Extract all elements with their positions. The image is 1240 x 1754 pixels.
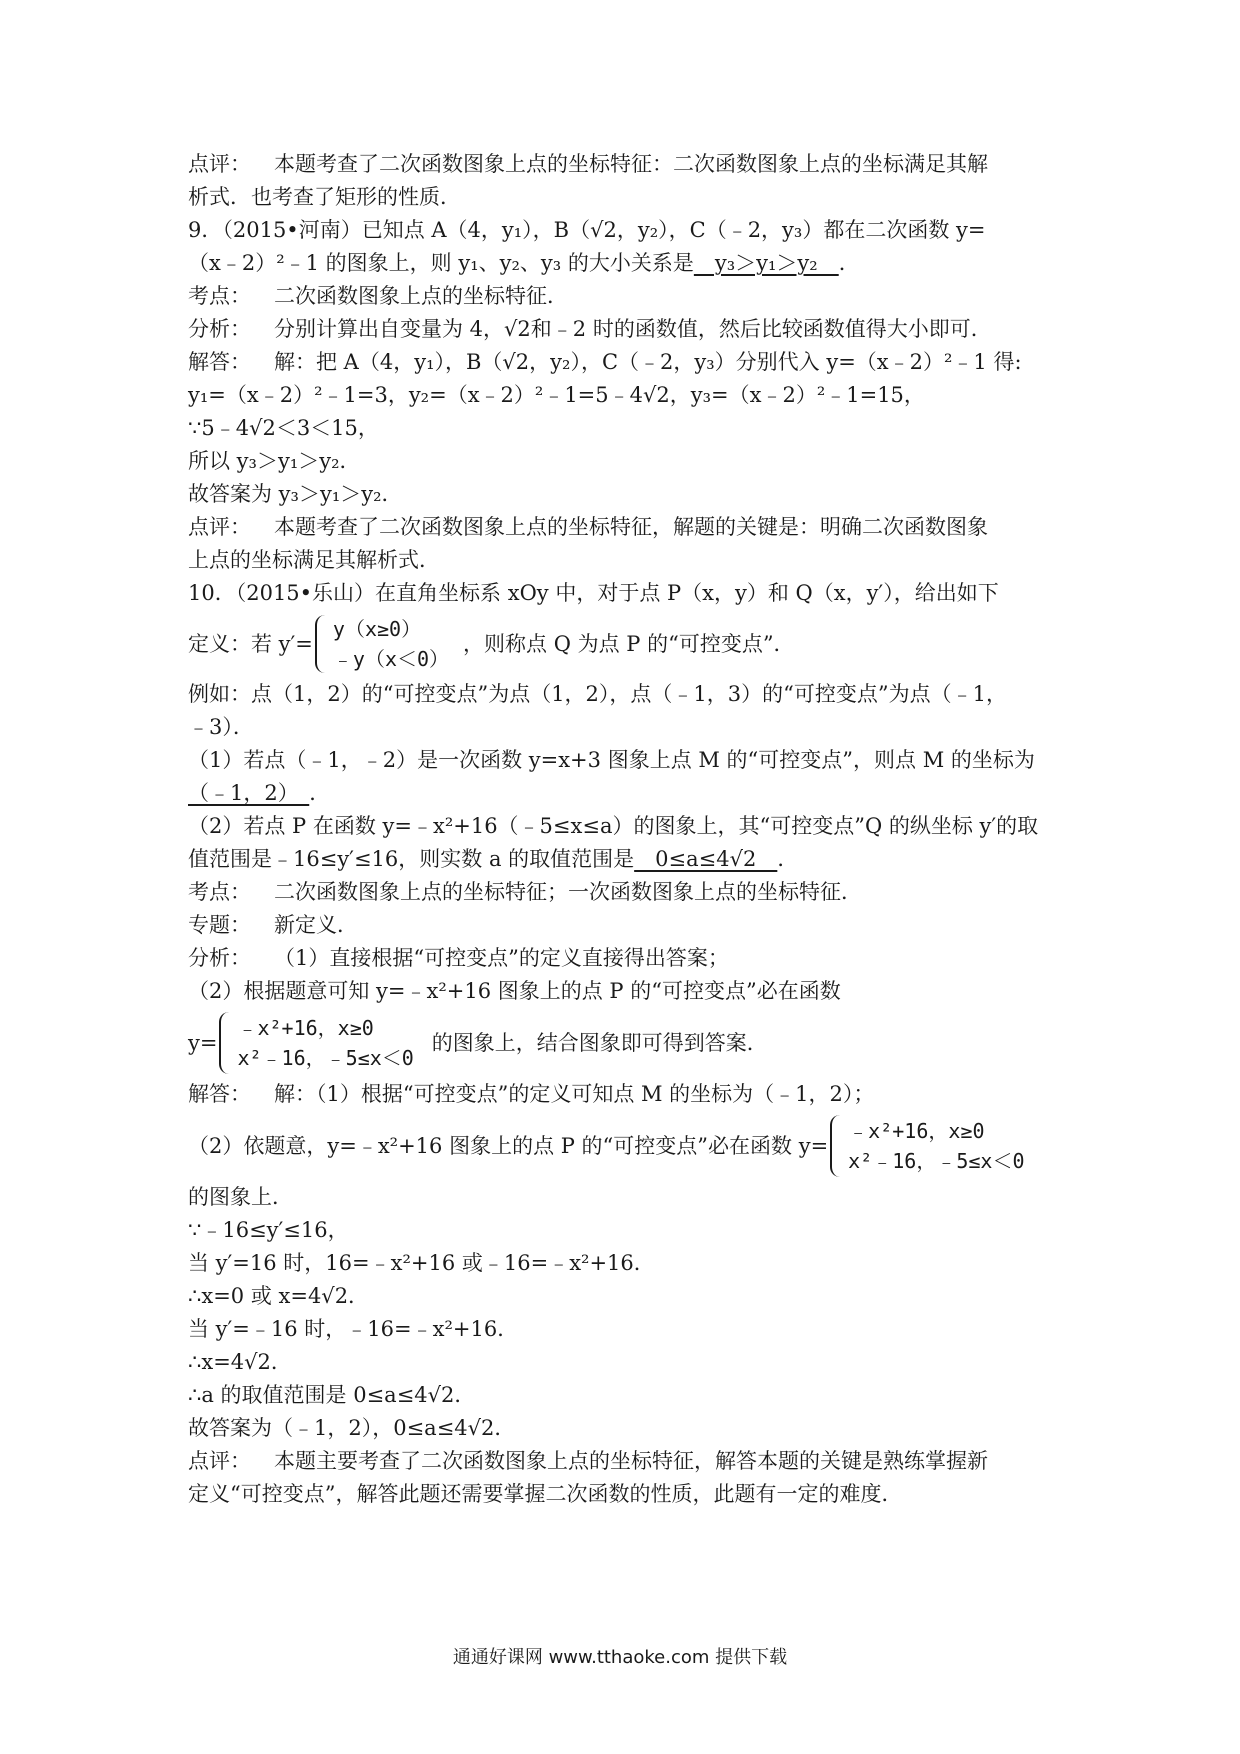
jieda-text: ∴x=4√2． [188, 1350, 292, 1374]
p10-comment-1 [188, 1445, 1068, 1478]
p10-jieda-4 [188, 1214, 1068, 1247]
p9-jieda-5 [188, 478, 1068, 511]
jieda-label: 解答： [188, 350, 251, 374]
jieda-text: y₁=（x﹣2）²﹣1=3，y₂=（x﹣2）²﹣1=5﹣4√2，y₃=（x﹣2）²﹣1=15， [188, 383, 925, 407]
comment-text: 本题考查了二次函数图象上点的坐标特征，解题的关键是：明确二次函数图象 [274, 515, 988, 539]
case-2: x²﹣16，﹣5≤x＜0 [848, 1149, 1025, 1173]
p10-jieda-7 [188, 1313, 1068, 1346]
p10-jieda-3 [188, 1181, 1068, 1214]
p10-jieda-6 [188, 1280, 1068, 1313]
subquestion-text: （2）若点 P 在函数 y=﹣x²+16（﹣5≤x≤a）的图象上，其“可控变点”Q 的纵坐标 y′的取 [188, 814, 1039, 838]
piecewise-cases [237, 1013, 413, 1073]
piecewise-brace [219, 1012, 231, 1074]
definition-text: 定义：若 y′= [188, 631, 313, 656]
p9-jieda-3 [188, 412, 1068, 445]
jieda-text: ∵﹣16≤y′≤16， [188, 1218, 349, 1242]
jieda-text: 所以 y₃＞y₁＞y₂． [188, 449, 361, 473]
jieda-text: ∵5﹣4√2＜3＜15， [188, 416, 379, 440]
fenxi-text: （2）根据题意可知 y=﹣x²+16 图象上的点 P 的“可控变点”必在函数 [188, 979, 841, 1003]
p10-kaodian [188, 876, 1068, 909]
fenxi-text: y= [188, 1030, 218, 1055]
p10-zhuanti [188, 909, 1068, 942]
p9-jieda-2 [188, 379, 1068, 412]
p10-sub1-2 [188, 777, 1068, 810]
piecewise-brace [315, 615, 327, 673]
p10-sub2-1 [188, 810, 1068, 843]
comment-text: 定义“可控变点”，解答此题还需要掌握二次函数的性质，此题有一定的难度． [188, 1482, 903, 1506]
definition-text: ，则称点 Q 为点 P 的“可控变点”． [463, 631, 795, 656]
p9-comment-2 [188, 544, 1068, 577]
jieda-text: （2）依题意，y=﹣x²+16 图象上的点 P 的“可控变点”必在函数 y= [188, 1133, 829, 1158]
p10-comment-2 [188, 1478, 1068, 1511]
jieda-text: 解：把 A（4，y₁），B（√2，y₂），C（﹣2，y₃）分别代入 y=（x﹣2）²﹣1 得: [274, 350, 1022, 374]
p10-definition [188, 614, 1068, 674]
comment-text: 析式．也考查了矩形的性质． [188, 185, 461, 209]
question-text: 10．（2015•乐山）在直角坐标系 xOy 中，对于点 P（x，y）和 Q（x，y′），给出如下 [188, 581, 999, 605]
case-1: ﹣x²+16，x≥0 [237, 1016, 374, 1040]
answer-blank: 0≤a≤4√2 [634, 847, 778, 871]
document-body [188, 148, 1068, 1511]
p10-example-2 [188, 711, 1068, 744]
punct: ． [777, 847, 799, 871]
jieda-text: ∴x=0 或 x=4√2． [188, 1284, 370, 1308]
p8-comment-line-2 [188, 181, 1068, 214]
comment-text: 上点的坐标满足其解析式． [188, 548, 440, 572]
p8-comment-line-1 [188, 148, 1068, 181]
question-text: 9．（2015•河南）已知点 A（4，y₁），B（√2，y₂），C（﹣2，y₃）都在二次函数 y= [188, 218, 986, 242]
jieda-text: ∴a 的取值范围是 0≤a≤4√2． [188, 1383, 476, 1407]
fenxi-label: 分析： [188, 946, 251, 970]
fenxi-text: 分别计算出自变量为 4，√2和﹣2 时的函数值，然后比较函数值得大小即可． [274, 317, 992, 341]
comment-label: 点评： [188, 1449, 251, 1473]
piecewise-cases [333, 614, 449, 674]
example-text: ﹣3）． [188, 715, 254, 739]
p10-jieda-piecewise [188, 1115, 1068, 1177]
p10-jieda-10 [188, 1412, 1068, 1445]
p9-comment-1 [188, 511, 1068, 544]
question-text: （x﹣2）²﹣1 的图象上，则 y₁、y₂、y₃ 的大小关系是 [188, 251, 694, 275]
fenxi-text: （1）直接根据“可控变点”的定义直接得出答案； [274, 946, 729, 970]
subquestion-text: 值范围是﹣16≤y′≤16，则实数 a 的取值范围是 [188, 847, 635, 871]
p9-jieda-4 [188, 445, 1068, 478]
p10-jieda-5 [188, 1247, 1068, 1280]
zhuanti-text: 新定义． [274, 913, 358, 937]
p9-question-line-1 [188, 214, 1068, 247]
answer-blank: （﹣1，2） [188, 781, 310, 805]
p10-sub1-1 [188, 744, 1068, 777]
fenxi-text: 的图象上，结合图象即可得到答案． [431, 1030, 768, 1055]
p10-fenxi-2 [188, 975, 1068, 1008]
kaodian-label: 考点： [188, 284, 251, 308]
example-text: 例如：点（1，2）的“可控变点”为点（1，2），点（﹣1，3）的“可控变点”为点（﹣1， [188, 682, 1007, 706]
p10-jieda-8 [188, 1346, 1068, 1379]
zhuanti-label: 专题： [188, 913, 251, 937]
p9-fenxi [188, 313, 1068, 346]
p10-jieda-1 [188, 1078, 1068, 1111]
fenxi-label: 分析： [188, 317, 251, 341]
punct: ． [838, 251, 860, 275]
comment-label: 点评： [188, 152, 251, 176]
p9-question-line-2 [188, 247, 1068, 280]
comment-label: 点评： [188, 515, 251, 539]
p10-fenxi-piecewise [188, 1012, 1068, 1074]
jieda-text: 故答案为 y₃＞y₁＞y₂． [188, 482, 403, 506]
p10-sub2-2 [188, 843, 1068, 876]
kaodian-label: 考点： [188, 880, 251, 904]
comment-text: 本题主要考查了二次函数图象上点的坐标特征，解答本题的关键是熟练掌握新 [274, 1449, 988, 1473]
jieda-text: 故答案为（﹣1，2），0≤a≤4√2． [188, 1416, 516, 1440]
jieda-text: 当 y′=16 时，16=﹣x²+16 或﹣16=﹣x²+16． [188, 1251, 655, 1275]
case-2: ﹣y（x＜0） [332, 647, 450, 671]
kaodian-text: 二次函数图象上点的坐标特征；一次函数图象上点的坐标特征． [274, 880, 862, 904]
p10-jieda-9 [188, 1379, 1068, 1412]
piecewise-brace [830, 1115, 842, 1177]
jieda-text: 解：（1）根据“可控变点”的定义可知点 M 的坐标为（﹣1，2）； [274, 1082, 875, 1106]
case-1: y（x≥0） [332, 617, 422, 641]
p10-example-1 [188, 678, 1068, 711]
punct: ． [309, 781, 331, 805]
p9-kaodian [188, 280, 1068, 313]
answer-blank: y₃＞y₁＞y₂ [693, 251, 839, 275]
kaodian-text: 二次函数图象上点的坐标特征． [274, 284, 568, 308]
comment-text: 本题考查了二次函数图象上点的坐标特征：二次函数图象上点的坐标满足其解 [274, 152, 988, 176]
p10-fenxi-1 [188, 942, 1068, 975]
jieda-text: 的图象上． [188, 1185, 293, 1209]
p10-question-line-1 [188, 577, 1068, 610]
case-1: ﹣x²+16，x≥0 [848, 1119, 985, 1143]
jieda-label: 解答： [188, 1082, 251, 1106]
piecewise-cases [848, 1116, 1024, 1176]
case-2: x²﹣16，﹣5≤x＜0 [237, 1046, 414, 1070]
p9-jieda-1 [188, 346, 1068, 379]
jieda-text: 当 y′=﹣16 时，﹣16=﹣x²+16． [188, 1317, 519, 1341]
page-footer: 通通好课网 www.tthaoke.com 提供下载 [452, 1647, 788, 1668]
subquestion-text: （1）若点（﹣1，﹣2）是一次函数 y=x+3 图象上点 M 的“可控变点”，则点 M 的坐标为 [188, 748, 1035, 772]
